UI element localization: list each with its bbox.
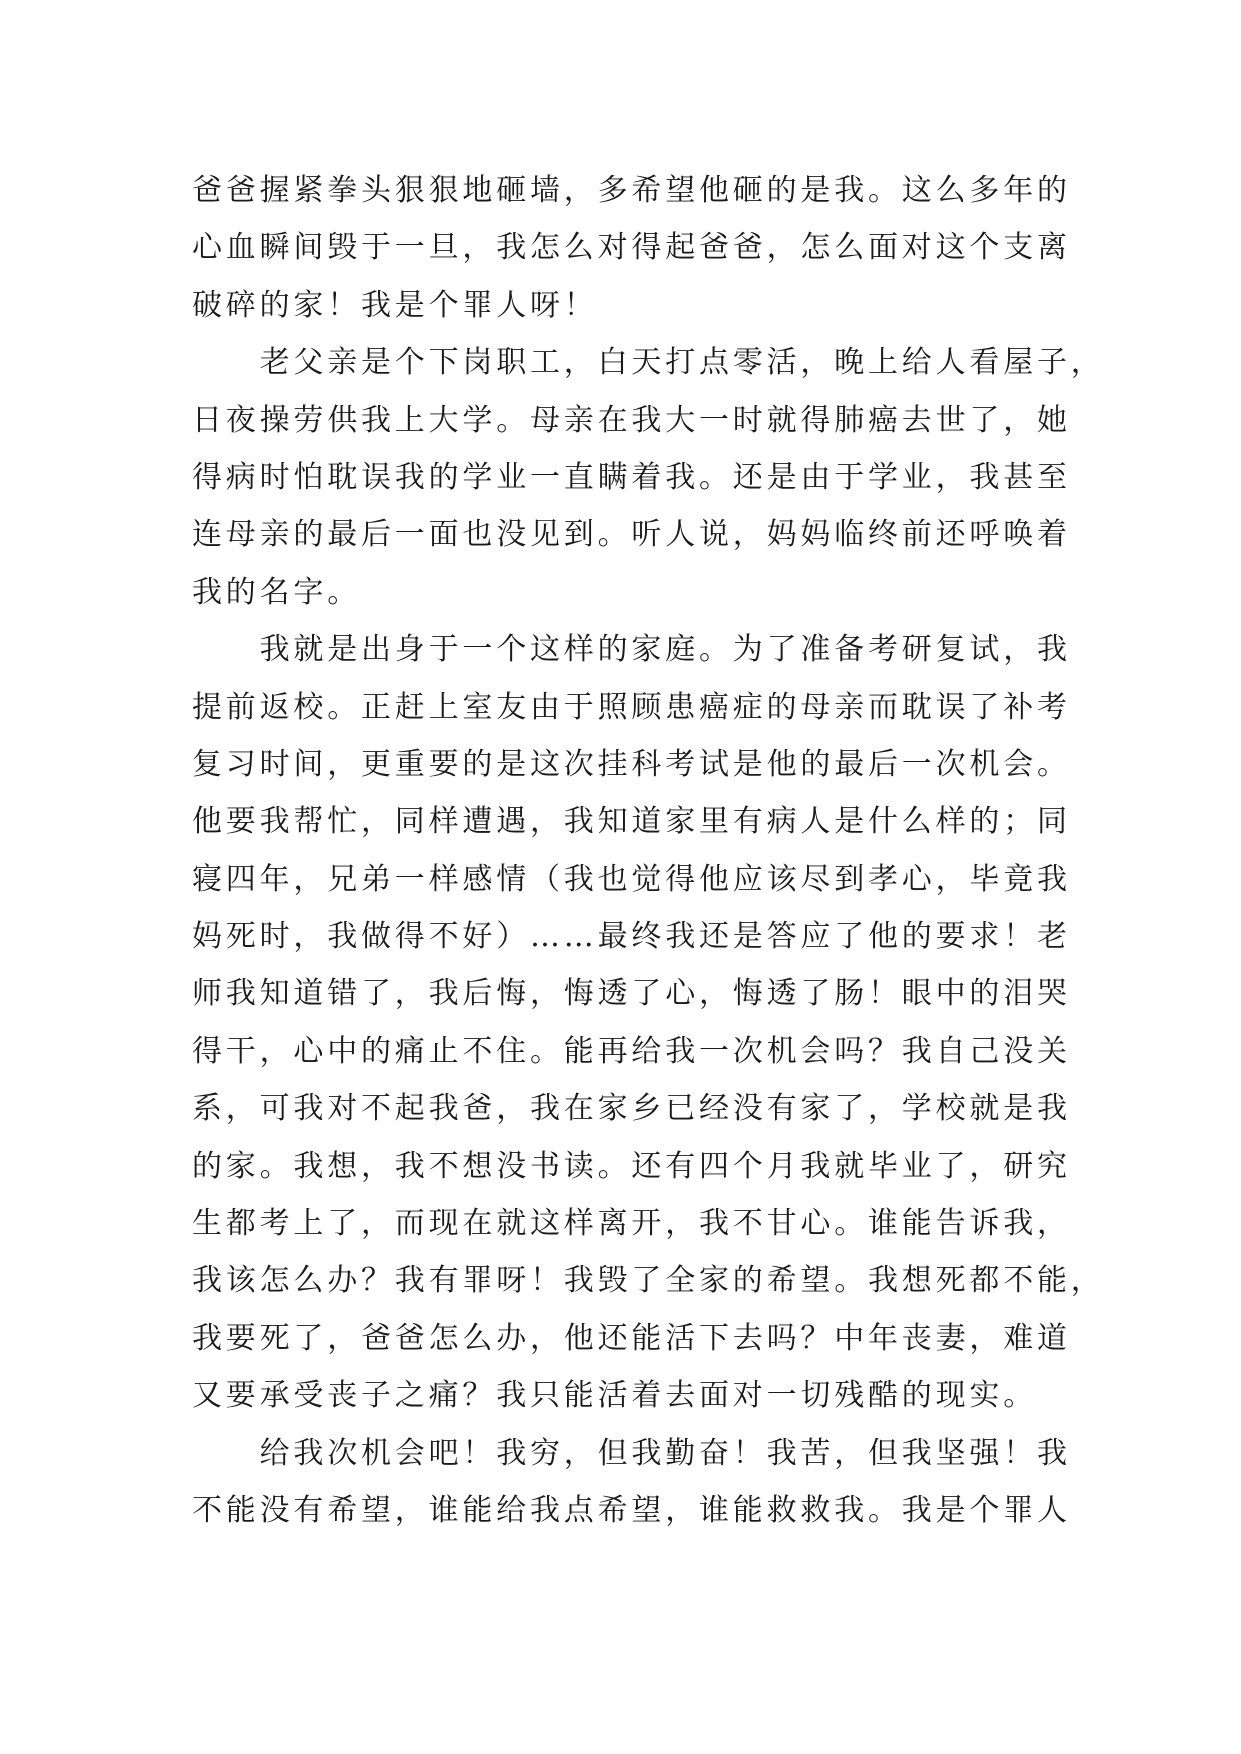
text-line: 我就是出身于一个这样的家庭。为了准备考研复试，我 <box>192 632 1071 668</box>
text-line: 我要死了，爸爸怎么办，他还能活下去吗？中年丧妻，难道 <box>192 1320 1071 1356</box>
text-line: 寝四年，兄弟一样感情（我也觉得他应该尽到孝心，毕竟我 <box>192 861 1071 897</box>
text-line: 连母亲的最后一面也没见到。听人说，妈妈临终前还呼唤着 <box>192 517 1071 553</box>
text-line: 的家。我想，我不想没书读。还有四个月我就毕业了，研究 <box>192 1148 1071 1184</box>
text-line: 妈死时，我做得不好）……最终我还是答应了他的要求！老 <box>192 919 1071 955</box>
text-line: 老父亲是个下岗职工，白天打点零活，晚上给人看屋子， <box>192 345 1105 381</box>
text-line: 又要承受丧子之痛？我只能活着去面对一切残酷的现实。 <box>192 1378 1037 1414</box>
body-text <box>192 162 1105 1539</box>
text-line: 不能没有希望，谁能给我点希望，谁能救救我。我是个罪人 <box>192 1492 1071 1528</box>
text-line: 得病时怕耽误我的学业一直瞒着我。还是由于学业，我甚至 <box>192 459 1071 495</box>
text-line: 生都考上了，而现在就这样离开，我不甘心。谁能告诉我， <box>192 1206 1071 1242</box>
text-line: 破碎的家！我是个罪人呀！ <box>192 287 598 323</box>
text-line: 师我知道错了，我后悔，悔透了心，悔透了肠！眼中的泪哭 <box>192 976 1071 1012</box>
text-line: 我该怎么办？我有罪呀！我毁了全家的希望。我想死都不能， <box>192 1263 1105 1299</box>
text-line: 得干，心中的痛止不住。能再给我一次机会吗？我自己没关 <box>192 1033 1071 1069</box>
text-line: 我的名字。 <box>192 574 361 610</box>
text-line: 日夜操劳供我上大学。母亲在我大一时就得肺癌去世了，她 <box>192 402 1071 438</box>
text-line: 复习时间，更重要的是这次挂科考试是他的最后一次机会。 <box>192 746 1071 782</box>
text-line: 心血瞬间毁于一旦，我怎么对得起爸爸，怎么面对这个支离 <box>192 230 1071 266</box>
text-line: 系，可我对不起我爸，我在家乡已经没有家了，学校就是我 <box>192 1091 1071 1127</box>
text-line: 他要我帮忙，同样遭遇，我知道家里有病人是什么样的；同 <box>192 804 1071 840</box>
text-line: 提前返校。正赶上室友由于照顾患癌症的母亲而耽误了补考 <box>192 689 1071 725</box>
text-line: 爸爸握紧拳头狠狠地砸墙，多希望他砸的是我。这么多年的 <box>192 173 1071 208</box>
text-line: 给我次机会吧！我穷，但我勤奋！我苦，但我坚强！我 <box>192 1435 1071 1471</box>
